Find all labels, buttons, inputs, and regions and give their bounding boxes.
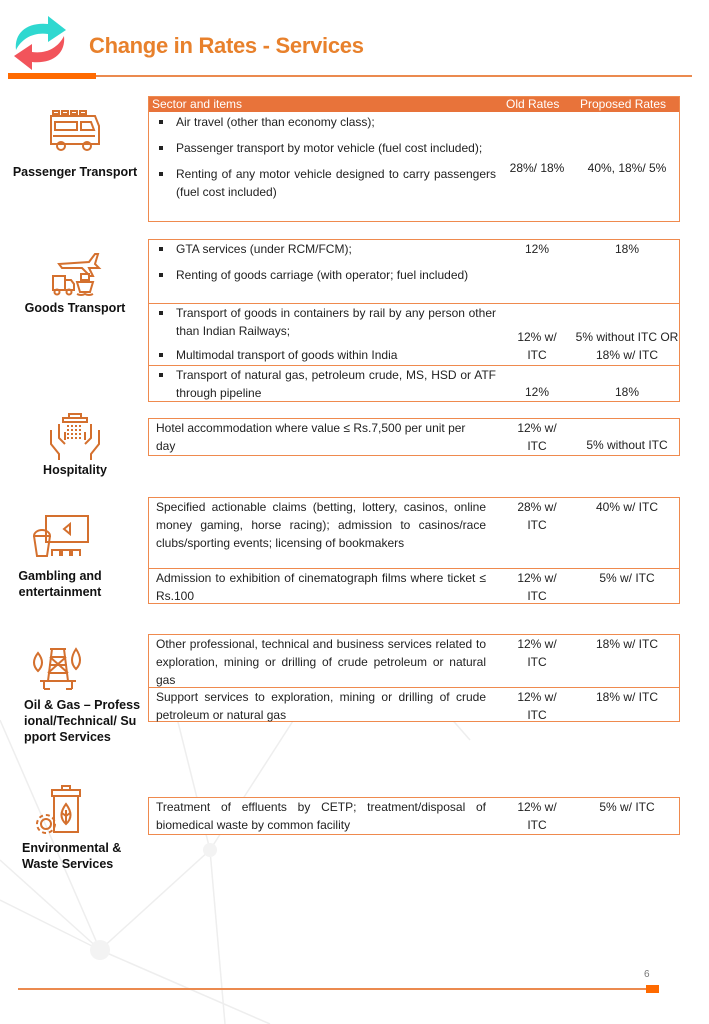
list-item: GTA services (under RCM/FCM); xyxy=(156,240,496,258)
table-oil-gas xyxy=(148,634,680,722)
page-number: 6 xyxy=(644,969,650,980)
list-item: Transport of goods in containers by rail by any person other than Indian Railways; xyxy=(156,304,496,340)
sector-hospitality xyxy=(10,410,140,478)
table-row xyxy=(149,303,679,365)
list-item: Multimodal transport of goods within India xyxy=(156,346,496,364)
old-rate: 12% w/ ITC xyxy=(517,330,557,362)
sector-label: Hospitality xyxy=(43,463,107,477)
sector-passenger-transport xyxy=(10,104,140,180)
sector-oil-gas xyxy=(24,645,144,745)
proposed-rate: 5% without ITC OR 18% w/ ITC xyxy=(575,330,679,362)
refresh-arrows-icon xyxy=(8,10,72,76)
plane-truck-ship-icon xyxy=(47,246,103,298)
table-row xyxy=(149,798,679,833)
proposed-rate: 5% w/ ITC xyxy=(599,800,655,814)
page-title: Change in Rates - Services xyxy=(89,33,364,58)
old-rate: 12% w/ ITC xyxy=(517,800,557,832)
list-item: Renting of goods carriage (with operator; fuel included) xyxy=(156,266,496,284)
old-rate: 12% w/ ITC xyxy=(517,690,557,722)
table-goods-transport xyxy=(148,239,680,402)
cinema-popcorn-icon xyxy=(30,514,90,560)
table-row xyxy=(149,365,679,401)
sector-goods-transport xyxy=(10,246,140,316)
old-rate: 12% w/ ITC xyxy=(517,637,557,669)
table-row xyxy=(149,568,679,603)
table-row xyxy=(149,240,679,303)
proposed-rate: 40%, 18%/ 5% xyxy=(587,161,667,175)
old-rate: 28% w/ ITC xyxy=(517,500,557,532)
item-text: Admission to exhibition of cinematograph films where ticket ≤ Rs.100 xyxy=(156,571,486,603)
table-passenger-transport xyxy=(148,96,680,222)
table-row xyxy=(149,635,679,687)
old-rate: 12% w/ ITC xyxy=(517,421,557,453)
proposed-rate: 5% w/ ITC xyxy=(599,571,655,585)
table-hospitality xyxy=(148,418,680,456)
table-row xyxy=(149,687,679,721)
sector-label: Environmental & Waste Services xyxy=(22,841,122,871)
header-sector-items: Sector and items xyxy=(152,97,243,111)
old-rate: 12% w/ ITC xyxy=(517,571,557,603)
list-item: Transport of natural gas, petroleum crude, MS, HSD or ATF through pipeline xyxy=(156,366,496,402)
sector-label: Gambling and entertainment xyxy=(18,569,102,599)
proposed-rate: 18% xyxy=(614,385,640,399)
bus-icon xyxy=(47,104,103,156)
list-item: Passenger transport by motor vehicle (fuel cost included); xyxy=(156,139,496,157)
list-item: Renting of any motor vehicle designed to carry passengers (fuel cost included) xyxy=(156,165,496,201)
sector-label: Goods Transport xyxy=(24,301,126,315)
table-row xyxy=(149,112,679,220)
old-rate: 28%/ 18% xyxy=(509,161,565,175)
old-rate: 12% xyxy=(524,242,550,256)
item-text: Other professional, technical and business services related to exploration, mining or drilling of crude petroleum or natural gas xyxy=(156,637,486,687)
item-text: Treatment of effluents by CETP; treatment/disposal of biomedical waste by common facility xyxy=(156,800,486,832)
proposed-rate: 5% without ITC xyxy=(586,438,668,452)
sector-environmental-waste xyxy=(22,784,142,872)
waste-bin-leaf-icon xyxy=(34,784,94,836)
proposed-rate: 18% w/ ITC xyxy=(595,690,658,704)
sector-label: Passenger Transport xyxy=(12,165,138,179)
header-accent-bar xyxy=(8,73,96,79)
header-old-rates: Old Rates xyxy=(506,97,560,111)
proposed-rate: 18% xyxy=(614,242,640,256)
old-rate: 12% xyxy=(524,385,550,399)
sector-label: Oil & Gas – Professional/Technical/ Support Services xyxy=(24,698,141,744)
sector-gambling-entertainment xyxy=(10,514,110,600)
table-environmental-waste xyxy=(148,797,680,835)
header-divider xyxy=(96,75,692,77)
proposed-rate: 18% w/ ITC xyxy=(595,637,658,651)
proposed-rate: 40% w/ ITC xyxy=(595,500,658,514)
item-text: Specified actionable claims (betting, lottery, casinos, online money gaming, horse racing); admission to casinos/race clubs/sporting events; licensing of bookmakers xyxy=(156,500,486,550)
table-header xyxy=(149,97,679,112)
header-proposed-rates: Proposed Rates xyxy=(580,97,667,111)
list-item: Air travel (other than economy class); xyxy=(156,113,496,131)
item-text: Hotel accommodation where value ≤ Rs.7,500 per unit per day xyxy=(156,421,466,453)
item-text: Support services to exploration, mining or drilling of crude petroleum or natural gas xyxy=(156,690,486,722)
table-row xyxy=(149,419,679,454)
footer-divider xyxy=(18,988,652,990)
table-row xyxy=(149,498,679,568)
oil-rig-icon xyxy=(28,645,88,693)
hotel-hands-icon xyxy=(47,410,103,460)
footer-accent-box xyxy=(646,985,659,993)
table-gambling-entertainment xyxy=(148,497,680,604)
